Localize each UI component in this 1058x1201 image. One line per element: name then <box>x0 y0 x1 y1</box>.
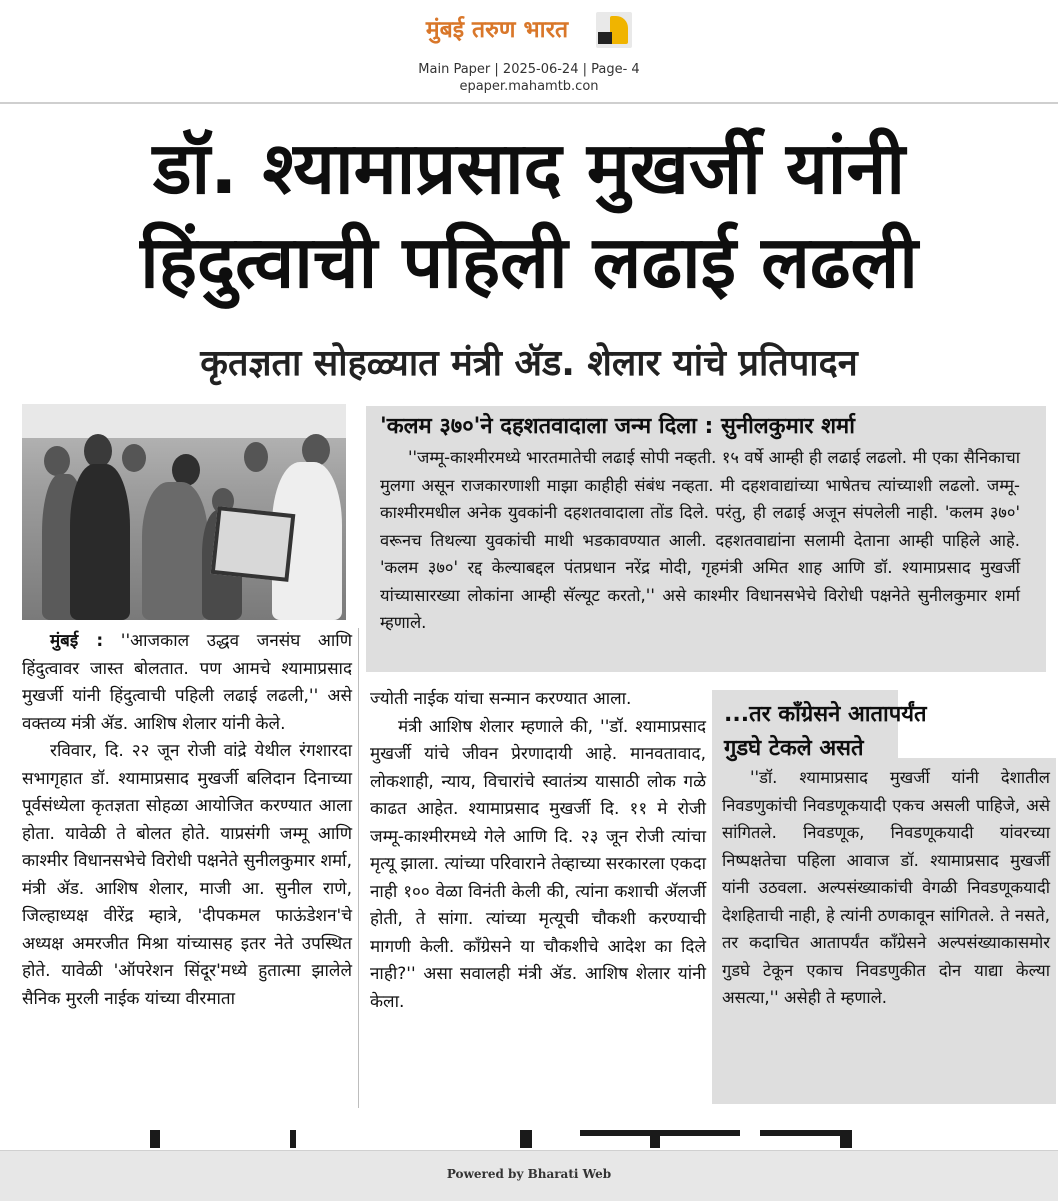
epaper-header <box>0 0 1058 100</box>
footer-bar <box>0 1150 1058 1201</box>
box1-title: 'कलम ३७०'ने दहशतवादाला जन्म दिला : सुनीलकुमार शर्मा <box>380 414 855 439</box>
subheadline: कृतज्ञता सोहळ्यात मंत्री ॲड. शेलार यांचे प्रतिपादन <box>200 343 858 384</box>
col2-paragraph-2: मंत्री आशिष शेलार म्हणाले की, ''डॉ. श्यामाप्रसाद मुखर्जी यांचे जीवन प्रेरणादायी आहे. मानवतावाद, लोकशाही, न्याय, विचारांचे स्वातंत्र्य यासाठी लोक गळे काढत आहेत. श्यामाप्रसाद मुखर्जी दि. ११ मे रोजी जम्मू-काश्मीरमध्ये गेले आणि दि. २३ जून रोजी त्यांचा मृत्यू झाला. त्यांच्या परिवाराने तेव्हाच्या सरकारला एकदा नाही १०० वेळा विनंती केली की, त्यांना कशाची ॲलर्जी होती, ते सांगा. त्यांच्या मृत्यूची चौकशी करण्याची मागणी केली. काँग्रेसने या चौकशीचे आदेश का दिले नाही?'' असा सवालही मंत्री ॲड. आशिष शेलार यांनी केला. <box>370 716 706 1012</box>
headline-line-2: हिंदुत्वाची पहिली लढाई लढली <box>140 220 918 304</box>
masthead <box>0 10 1058 54</box>
powered-by-link[interactable]: Powered by Bharati Web <box>446 1167 612 1181</box>
dateline: मुंबई : <box>50 631 104 651</box>
box2-title <box>724 698 1044 766</box>
site-url[interactable]: epaper.mahamtb.con <box>459 79 599 94</box>
next-article-cut-headline <box>0 1118 1058 1148</box>
brand-name: मुंबई तरुण भारत <box>425 17 569 43</box>
edition-meta: Main Paper | 2025-06-24 | Page- 4 <box>418 62 640 77</box>
col1-paragraph-2: रविवार, दि. २२ जून रोजी वांद्रे येथील रंगशारदा सभागृहात डॉ. श्यामाप्रसाद मुखर्जी बलिदान दिनाच्या पूर्वसंध्येला कृतज्ञता सोहळा आयोजित करण्यात आला होता. यावेळी ते बोलत होते. याप्रसंगी जम्मू आणि काश्मीर विधानसभेचे विरोधी पक्षनेते सुनीलकुमार शर्मा, मंत्री ॲड. आशिष शेलार, माजी आ. सुनील राणे, जिल्हाध्यक्ष वीरेंद्र म्हात्रे, 'दीपकमल फाऊंडेशन'चे अध्यक्ष अमरजीत मिश्रा यांच्यासह इतर नेते उपस्थित होते. यावेळी 'ऑपरेशन सिंदूर'मध्ये हुतात्मा झालेले सैनिक मुरली नाईक यांच्या वीरमाता <box>22 741 352 1009</box>
box2-paragraph: ''डॉ. श्यामाप्रसाद मुखर्जी यांनी देशातील निवडणुकांची निवडणूकयादी एकच असली पाहिजे, असे सांगितले. निवडणूक, निवडणूकयादी यांवरच्या निष्पक्षतेचा पहिला आवाज डॉ. श्यामाप्रसाद मुखर्जी यांनी उठवला. अल्पसंख्याकांची वेगळी निवडणूकयादी देशहिताची नाही, हे त्यांनी ठणकावून सांगितले. ते नसते, तर कदाचित आतापर्यंत काँग्रेसने अल्पसंख्याकासमोर गुडघे टेकून एकाच निवडणुकीत दोन याद्या केल्या असत्या,'' असेही ते म्हणाले. <box>722 768 1050 1007</box>
box2-body <box>722 764 1050 1012</box>
article-column-1 <box>22 628 352 1013</box>
box1-paragraph: ''जम्मू-काश्मीरमध्ये भारतमातेची लढाई सोपी नव्हती. १५ वर्षे आम्ही ही लढाई लढलो. मी एका सैनिकाचा मुलगा असून राजकारणाशी माझा काहीही संबंध नव्हता. मी दहशवाद्यांच्या भाषेतच त्यांच्याशी लढलो. जम्मू-काश्मीरमधील अनेक युवकांनी दहशतवादाला तोंड दिले. परंतु, ही लढाई अजून संपलेली नाही. 'कलम ३७०' वरूनच तिथल्या युवकांची माथी भडकावण्यात आली. दहशतवाद्यांना सलामी देताना आम्ही पाहिले आहे. 'कलम ३७०' रद्द केल्याबद्दल पंतप्रधान नरेंद्र मोदी, गृहमंत्री अमित शाह आणि डॉ. श्यामाप्रसाद मुखर्जी यांच्यासारख्या लोकांना आम्ही सॅल्यूट करतो,'' असे काश्मीर विधानसभेचे विरोधी पक्षनेते सुनीलकुमार शर्मा म्हणाले. <box>380 448 1020 632</box>
col2-paragraph-1: ज्योती नाईक यांचा सन्मान करण्यात आला. <box>370 689 632 709</box>
box2-title-line-1: ...तर काँग्रेसने आतापर्यंत <box>724 702 927 727</box>
headline-line-1: डॉ. श्यामाप्रसाद मुखर्जी यांनी <box>153 126 905 210</box>
mtb-logo-icon <box>596 12 632 48</box>
award-ceremony-photo <box>22 404 346 620</box>
box2-title-line-2: गुडघे टेकले असते <box>724 736 864 761</box>
col1-paragraph-1: ''आजकाल उद्धव जनसंघ आणि हिंदुत्वावर जास्त बोलतात. पण आमचे श्यामाप्रसाद मुखर्जी यांनी हिंदुत्वाची पहिली लढाई लढली,'' असे वक्तव्य मंत्री ॲड. आशिष शेलार यांनी केले. <box>22 631 353 734</box>
article-column-2 <box>370 686 706 1016</box>
column-divider <box>358 628 359 1108</box>
box1-body <box>380 444 1020 637</box>
header-divider <box>0 102 1058 104</box>
